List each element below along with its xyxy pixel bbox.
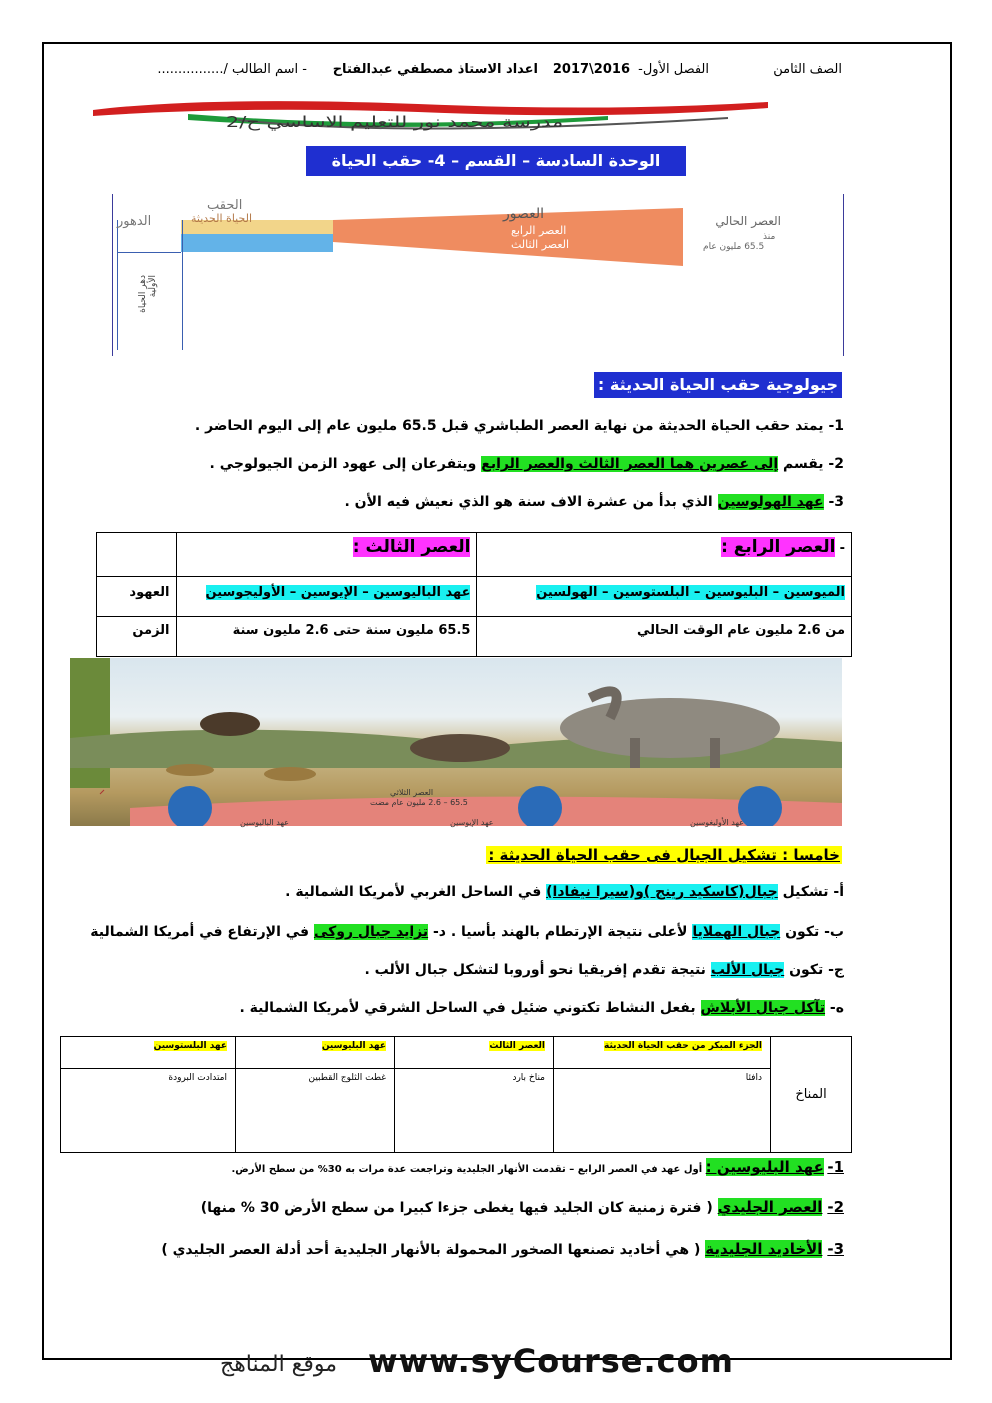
label-eras: الدهور xyxy=(117,214,152,229)
year-label: 2017\2016 xyxy=(552,62,630,77)
mountain-point-c xyxy=(364,962,844,978)
point-c-post: نتيجة تقدم إفريقيا نحو أوروبا لتشكل جبال الألب . xyxy=(364,962,706,978)
phanerozoic-bar xyxy=(181,234,333,252)
footer-url: www.syCourse.com xyxy=(368,1342,734,1380)
point-c-pre: ج- تكون xyxy=(789,962,844,978)
def-2-term: العصر الجليدي xyxy=(717,1198,823,1216)
climate-value-3: امتدادت البرودة xyxy=(61,1069,236,1153)
climate-header-1-text: العصر الثالث xyxy=(489,1041,545,1051)
quaternary-epochs: الميوسين – البليوسين – البلستوسين – الهولسين xyxy=(536,585,845,600)
label-present: العصر الحالي xyxy=(715,214,781,228)
header-empty xyxy=(97,533,177,577)
caption-range: 65.5 – 2.6 مليون عام مضت xyxy=(370,798,468,807)
point-3-rest: الذي بدأ من عشرة الاف سنة هو الذي نعيش فيه الأن . xyxy=(344,494,713,510)
label-periods: العصور xyxy=(503,206,545,222)
tertiary-period-illustration xyxy=(70,658,842,826)
mountain-point-d xyxy=(239,1000,844,1016)
point-2-num: 2- يقسم xyxy=(783,456,844,472)
climate-header-1 xyxy=(395,1037,554,1069)
climate-header-2 xyxy=(236,1037,395,1069)
epoch-label-oligocene: عهد الأوليغوسين xyxy=(690,818,744,827)
timeline-diagram xyxy=(112,194,844,356)
def-3-text: ( هي أخاديد تصنعها الصخور المحمولة بالأنهار الجليدية أحد أدلة العصر الجليدي ) xyxy=(161,1242,701,1258)
eon-divider xyxy=(117,252,181,253)
epoch-label-eocene: عهد الإيوسين xyxy=(450,818,494,827)
definition-2 xyxy=(201,1198,844,1216)
quaternary-prefix: - xyxy=(839,541,845,556)
header-tertiary xyxy=(176,533,477,577)
grade-label: الصف الثامن xyxy=(773,62,842,77)
tertiary-time: 65.5 مليون سنة حتى 2.6 مليون سنة xyxy=(176,617,477,657)
row-label-epochs: العهود xyxy=(97,577,177,617)
point-d-post: بفعل النشاط تكتوني ضئيل في الساحل الشرقي لأمريكا الشمالية . xyxy=(239,1000,696,1016)
point-b-pre: ب- تكون xyxy=(785,924,844,940)
school-name: مدرسة محمد نور للتعليم الاساسي ح/2 xyxy=(225,113,564,131)
climate-header-3-text: عهد البلستوسين xyxy=(153,1041,227,1051)
def-3-term: الأخاديد الجليدية xyxy=(705,1240,823,1258)
quaternary-title: العصر الرابع : xyxy=(721,537,836,557)
climate-header-2-text: عهد البليوسين xyxy=(321,1041,386,1051)
row-label-time: الزمن xyxy=(97,617,177,657)
point-a-highlight: جبال(كاسكيد رينج )و(سيرا نيفادا) xyxy=(546,884,778,900)
climate-value-0: دافئا xyxy=(554,1069,771,1153)
footer-site-name: موقع المناهج xyxy=(220,1352,338,1377)
point-a-pre: أ- تشكيل xyxy=(782,884,844,900)
def-1-text: أول عهد في العصر الرابع – تقدمت الأنهار الجليدية وتراجعت عدة مرات به 30% من سطح الأرض. xyxy=(231,1164,703,1175)
teacher-label: اعداد الاستاذ مصطفي عبدالفتاح xyxy=(332,62,538,77)
section-heading-mountains: خامسا : تشكيل الجبال فى حقب الحياة الحديثة : xyxy=(488,846,840,864)
tertiary-epochs: عهد الباليوسين – الإيوسين – الأوليجوسين xyxy=(205,585,471,600)
climate-row-label: المناخ xyxy=(771,1037,852,1153)
periods-table xyxy=(96,532,852,657)
illustration-epoch-labels xyxy=(70,818,842,828)
point-3-num: 3- xyxy=(828,494,844,510)
point-2-rest: ويتفرعان إلى عهود الزمن الجيولوجي . xyxy=(209,456,477,472)
epoch-label-paleocene: عهد الباليوسين xyxy=(240,818,289,827)
mountain-point-a xyxy=(285,884,844,900)
header-quaternary xyxy=(477,533,852,577)
point-d-pre: ه- xyxy=(829,1000,844,1016)
point-b-highlight-2: تزايد جبال روكى xyxy=(313,924,429,940)
climate-header-3 xyxy=(61,1037,236,1069)
label-quaternary: العصر الرابع xyxy=(511,224,567,237)
point-3 xyxy=(344,494,844,510)
label-age: 65.5 مليون عام xyxy=(703,242,765,252)
point-c-highlight: جبال الألب xyxy=(710,962,785,978)
definition-1 xyxy=(231,1158,844,1176)
page-title: الوحدة السادسة – القسم – 4- حقب الحياة الحديثة xyxy=(306,146,686,176)
point-3-highlight: عهد الهولوسين xyxy=(717,494,824,510)
def-2-num: 2- xyxy=(827,1198,844,1216)
def-2-text: ( فترة زمنية كان الجليد فيها يغطى جزءا كبيرا من سطح الأرض 30 % منها) xyxy=(200,1200,713,1216)
point-a-post: في الساحل الغربي لأمريكا الشمالية . xyxy=(285,884,542,900)
def-1-term: عهد البليوسين : xyxy=(705,1158,824,1176)
tertiary-epochs-cell xyxy=(176,577,477,617)
label-tertiary: العصر الثالث xyxy=(511,238,570,251)
point-1: 1- يمتد حقب الحياة الحديثة من نهاية العصر الطباشري قبل 65.5 مليون عام إلى اليوم الحاضر . xyxy=(194,418,844,434)
caption-period: العصر الثلاثي xyxy=(390,788,434,797)
quaternary-time: من 2.6 مليون عام الوقت الحالي xyxy=(477,617,852,657)
label-phanerozoic: دهر الحياة الظاهرة xyxy=(125,234,180,242)
climate-header-0-text: الجزء المبكر من حقب الحياة الحديثة xyxy=(604,1041,762,1051)
section-heading-geology: جيولوجية حقب الحياة الحديثة : xyxy=(594,372,842,398)
label-cenozoic: الحياة الحديثة xyxy=(191,212,252,225)
student-name-field: - اسم الطالب /................ xyxy=(157,62,307,77)
point-b-post: في الإرتفاع في أمريكا الشمالية xyxy=(90,924,310,940)
def-3-num: 3- xyxy=(827,1240,844,1258)
def-1-num: 1- xyxy=(827,1158,844,1176)
point-b-highlight: جبال الهملايا xyxy=(692,924,781,940)
climate-value-1: مناخ بارد xyxy=(395,1069,554,1153)
term-label: الفصل الأول- xyxy=(638,62,709,77)
definition-3 xyxy=(161,1240,844,1258)
label-since: منذ xyxy=(763,232,776,242)
label-precambrian: دهر الحياة الأولية xyxy=(138,275,158,313)
climate-value-2: غطت الثلوج القطبين xyxy=(236,1069,395,1153)
point-b-mid: لأعلى نتيجة الإرتطام بالهند بأسيا . د- xyxy=(432,924,688,940)
climate-table xyxy=(60,1036,852,1153)
point-2 xyxy=(210,456,844,472)
tertiary-title: العصر الثالث : xyxy=(352,537,471,557)
point-d-highlight: تآكل جبال الأبلاش xyxy=(700,1000,826,1016)
label-eons: الحقب xyxy=(207,198,243,213)
quaternary-epochs-cell xyxy=(477,577,852,617)
point-2-highlight: إلى عصرين هما العصر الثالث والعصر الرابع xyxy=(481,456,779,472)
climate-header-0 xyxy=(554,1037,771,1069)
mountain-point-b xyxy=(90,924,844,940)
